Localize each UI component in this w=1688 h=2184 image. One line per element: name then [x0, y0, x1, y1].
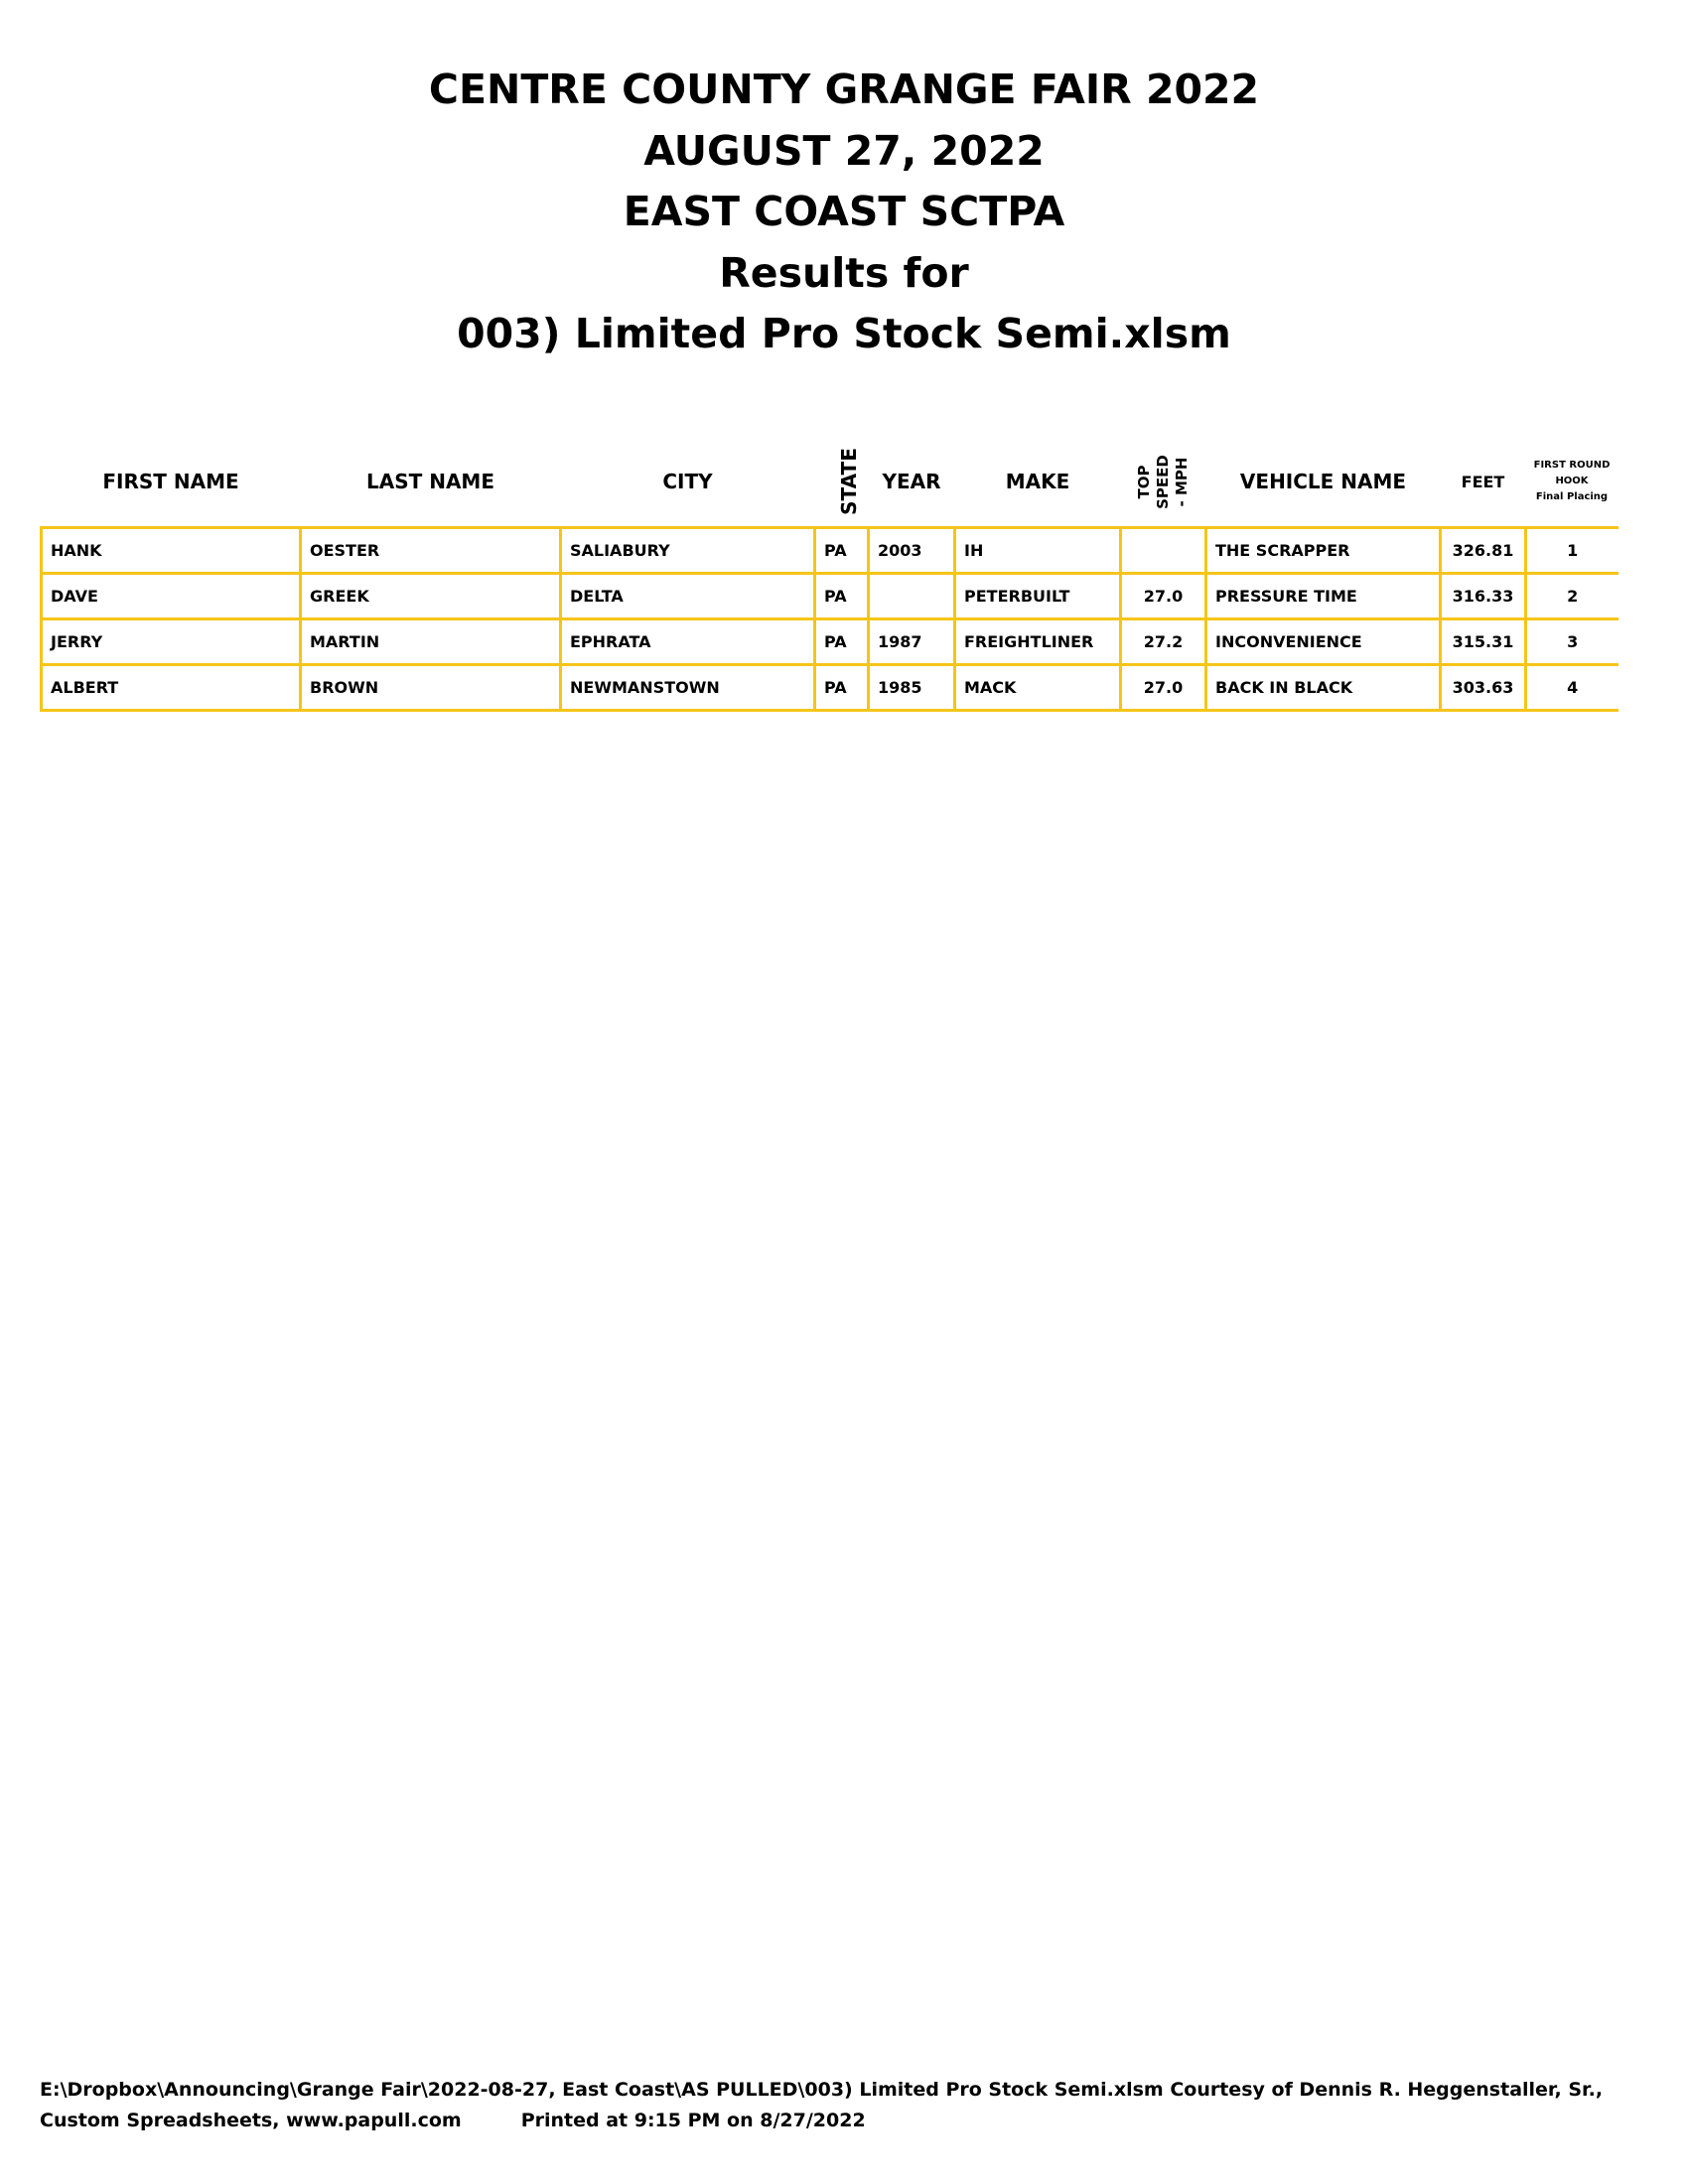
cell-feet: 315.31 — [1441, 619, 1526, 665]
cell-make: PETERBUILT — [955, 574, 1121, 619]
col-city: CITY — [662, 470, 713, 493]
cell-last-name: GREEK — [301, 574, 561, 619]
page-footer — [40, 2075, 1648, 2136]
cell-make: MACK — [955, 665, 1121, 711]
title-date: AUGUST 27, 2022 — [643, 126, 1045, 175]
cell-final-placing: 4 — [1526, 665, 1618, 711]
cell-final-placing: 2 — [1526, 574, 1618, 619]
col-vehicle-name: VEHICLE NAME — [1239, 470, 1407, 493]
col-first-name: FIRST NAME — [102, 470, 239, 493]
cell-make: FREIGHTLINER — [955, 619, 1121, 665]
cell-year: 1985 — [869, 665, 955, 711]
title-event: CENTRE COUNTY GRANGE FAIR 2022 — [428, 66, 1260, 113]
cell-state: PA — [815, 665, 869, 711]
col-last-name: LAST NAME — [365, 470, 494, 493]
cell-make: IH — [955, 528, 1121, 574]
cell-year: 2003 — [869, 528, 955, 574]
col-make: MAKE — [1005, 470, 1070, 493]
footer-printed-time: Printed at 9:15 PM on 8/27/2022 — [520, 2110, 866, 2131]
cell-last-name: MARTIN — [301, 619, 561, 665]
table-header-row — [42, 437, 1618, 528]
footer-credits — [40, 2106, 1648, 2136]
title-organization: EAST COAST SCTPA — [623, 188, 1065, 235]
cell-top-speed — [1121, 528, 1206, 574]
cell-first-name: DAVE — [42, 574, 301, 619]
cell-top-speed: 27.2 — [1121, 619, 1206, 665]
col-final-placing: FIRST ROUND HOOK Final Placing — [1533, 460, 1611, 502]
cell-year: 1987 — [869, 619, 955, 665]
cell-first-name: JERRY — [42, 619, 301, 665]
table-row — [42, 574, 1618, 619]
table-row — [42, 665, 1618, 711]
col-year: YEAR — [882, 470, 941, 493]
cell-city: NEWMANSTOWN — [561, 665, 815, 711]
cell-top-speed: 27.0 — [1121, 574, 1206, 619]
title-results-for: Results for — [719, 248, 969, 297]
cell-state: PA — [815, 574, 869, 619]
cell-vehicle-name: PRESSURE TIME — [1206, 574, 1441, 619]
results-table — [40, 437, 1618, 712]
cell-city: SALIABURY — [561, 528, 815, 574]
cell-final-placing: 1 — [1526, 528, 1618, 574]
col-top-speed: TOP SPEED - MPH — [1135, 454, 1191, 509]
cell-first-name: HANK — [42, 528, 301, 574]
cell-top-speed: 27.0 — [1121, 665, 1206, 711]
cell-last-name: BROWN — [301, 665, 561, 711]
cell-city: DELTA — [561, 574, 815, 619]
title-class: 003) Limited Pro Stock Semi.xlsm — [457, 310, 1231, 357]
document-title — [0, 60, 1688, 365]
cell-vehicle-name: INCONVENIENCE — [1206, 619, 1441, 665]
cell-year — [869, 574, 955, 619]
footer-file-path: E:\Dropbox\Announcing\Grange Fair\2022-08-27, East Coast\AS PULLED\003) Limited Pro Stock Semi.xlsm Courtesy of Dennis R. Heggenstaller, Sr., — [40, 2079, 1604, 2101]
col-feet: FEET — [1461, 472, 1505, 491]
footer-website: Custom Spreadsheets, www.papull.com — [40, 2110, 462, 2131]
cell-feet: 303.63 — [1441, 665, 1526, 711]
cell-state: PA — [815, 528, 869, 574]
cell-first-name: ALBERT — [42, 665, 301, 711]
cell-state: PA — [815, 619, 869, 665]
table-row — [42, 619, 1618, 665]
cell-feet: 326.81 — [1441, 528, 1526, 574]
col-state: STATE — [836, 448, 861, 515]
cell-final-placing: 3 — [1526, 619, 1618, 665]
cell-vehicle-name: THE SCRAPPER — [1206, 528, 1441, 574]
cell-last-name: OESTER — [301, 528, 561, 574]
cell-city: EPHRATA — [561, 619, 815, 665]
cell-vehicle-name: BACK IN BLACK — [1206, 665, 1441, 711]
table-row — [42, 528, 1618, 574]
cell-feet: 316.33 — [1441, 574, 1526, 619]
